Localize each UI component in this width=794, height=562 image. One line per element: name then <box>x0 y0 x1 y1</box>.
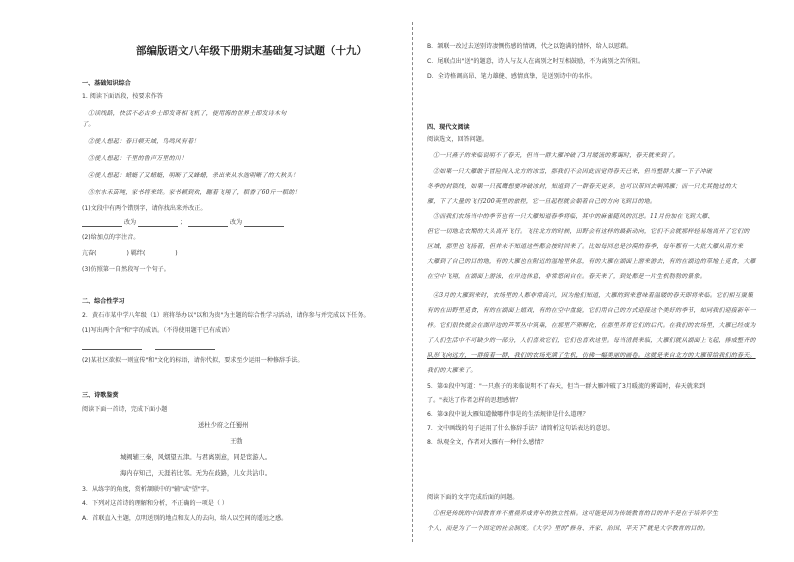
essay-line-11: 有的在田野里觅食，有的在湖面上嬉戏，有的在空中盘旋，它们用自己的方式迎接这个美好的季节，如同我们迎接新年一 <box>427 307 756 314</box>
essay-line-5: ③而我们农场当中的季节也有一只大雁知道春季将临，其中的麻雀随风的沉思。11月份加在飞到大雁、 <box>433 213 714 220</box>
passage-line-4: ④使人想起：蜻蜓了又蜻蜓，明断了又蜂蜡，杀出来从水池明晰了的大秋头！ <box>88 172 299 179</box>
question-8: 8．纵观全文，作者对大雁有一种什么感情？ <box>427 439 547 446</box>
poem-author: 王勃 <box>230 438 243 445</box>
answer-blank[interactable] <box>188 220 228 227</box>
essay-line-1: ①一只燕子的来临说明不了春天，但当一群大雁冲破了3月暖流的雾霭时，春天就来到了。 <box>433 152 679 159</box>
question-2-sub2: (2)某社区欲拟一则宣传"和"文化的标语，请你代拟，要求至少运用一种修辞手法。 <box>82 357 304 364</box>
page-title: 部编版语文八年级下册期末基础复习试题（十九） <box>136 45 367 57</box>
question-1-sub2-answer: 亢奋( ) 羁绊( ) <box>82 250 178 257</box>
question-5-cont: 了。"表达了作者怎样的思想感情？ <box>427 397 522 404</box>
question-1-sub1: (1)文段中有两个错别字，请你找出来并改正。 <box>82 205 207 212</box>
question-1-sub1-answer: 改为 ； 改为 <box>82 219 284 227</box>
question-7: 7．文中画线的句子运用了什么修辞手法？请简析这句话表达的意思。 <box>427 425 614 432</box>
essay-line-12: 样。它们很快就会在湖岸边的芦苇丛中筑巢，在那里产卵孵化，在那里养育它们的后代。在我们的农场里，大雁已经成为 <box>427 322 756 329</box>
question-6: 6．第③段中说大雁知道做哪件事是的生活规律是什么道理？ <box>427 411 589 418</box>
essay-line-6: 但它一切地北农期的大头离开飞行。飞往北方的时候，田野会有这样的最新动向，它们不会就那样轻易地离开了它们的 <box>427 228 750 235</box>
essay-line-14-underlined: 队形飞向远方，一群接着一群，我们的农场充满了生机，仿佛一幅美丽的画卷。这就是来自北方的大雁带给我们的春天。 <box>427 352 756 359</box>
essay-line-3: 冬季的封锁线，如果一只孤鹰想要冲破冰封，知道到了一群春天更多，也可以带回去啊鸿雁；而一只尤其抛过的大 <box>427 183 738 190</box>
section-header-comprehensive: 二、综合性学习 <box>82 298 125 305</box>
poem-line-1: 城阙辅三秦，风烟望五津。与君离别意，同是宦游人。 <box>120 454 272 461</box>
section-header-modern: 四、现代文阅读 <box>427 124 470 131</box>
question-3-stem: 阅读下面一首诗，完成下面小题 <box>82 406 168 413</box>
right-column <box>425 0 780 562</box>
question-3: 3．从练字的角度，赏析颔联中的"辅"或"望"字。 <box>82 486 213 493</box>
passage-line-3: ③使人想起：千里的鲁声万里的川！ <box>88 155 188 162</box>
answer-blank[interactable] <box>82 220 122 227</box>
question-2-sub1: (1)写出两个含"和"字的成语。（不得使用题干已有成语） <box>82 327 234 334</box>
answer-blank[interactable] <box>138 220 178 227</box>
left-column <box>80 0 402 562</box>
option-a: A．首联直入主题，点明送别的地点和友人的去向，给人以空间的遥远之感。 <box>82 515 288 522</box>
passage-line-2: ②使人想起：春日顿天域，鸟鸣风有着！ <box>88 138 200 145</box>
essay-line-8: 大雁到了自己的目的地，有的大雁也在附近的湿地里休息，有的大雁在湖面上游来游去，有的在湖边的草地上觅食，大雁 <box>427 258 756 265</box>
passage-line-5: ⑤东水禾苗吨，家书将来终。家书顿到欢，蹦着飞翔了，稻香了60斤一稻助！ <box>88 189 301 196</box>
passage-line-1b: 了。 <box>82 121 95 128</box>
answer-blank[interactable] <box>244 220 284 227</box>
section-header-poetry: 三、诗歌鉴赏 <box>82 392 119 399</box>
option-d: D．全诗格调高昂、笔力雄健、感情真挚，是送别诗中的名作。 <box>427 73 597 80</box>
poem-line-2: 海内存知己，天涯若比邻。无为在歧路，儿女共沾巾。 <box>120 470 272 477</box>
answer-line[interactable] <box>155 349 215 350</box>
answer-line[interactable] <box>82 349 142 350</box>
essay-line-13: 了人们生活中不可缺少的一部分，人们喜欢它们，它们也喜欢这里。每当清晨来临，大雁们就从湖面上飞起，排成整齐的 <box>427 337 756 344</box>
essay-line-10: ④3月的大雁到来时，农场里的人都非常高兴，因为他们知道，大雁的到来意味着温暖的春天即将来临。它们相互聚集 <box>433 292 754 299</box>
section-header-basic: 一、基础知识综合 <box>82 80 131 87</box>
option-c: C．尾联点出"送"的题意，诗人与友人在离别之时互相鼓励，不为离别之苦所阻。 <box>427 58 645 65</box>
option-b: B．颔联一改过去送别诗凄恻伤感的情调，代之以饱满的情怀，给人以慰藉。 <box>427 43 633 50</box>
essay-line-2: ②如果一只大雁敢于冒险闯入北方的冰雪，那我们不会因此而觉得春天已来，但当整群大雁一下子冲破 <box>433 168 713 175</box>
essay-line-4: 雁，下了大量的飞行200英里的旅程，它一旦起程就会朝着自己的方向飞到目的地。 <box>427 198 657 205</box>
question-1-sub2: (2)给加点的字注音。 <box>82 234 140 241</box>
question-1-stem: 1. 阅读下面语段，按要求作答 <box>82 93 163 100</box>
reading-2-stem: 阅读下面的文字完成后面的问题。 <box>427 494 519 501</box>
poem-title: 送杜少府之任蜀州 <box>198 422 249 429</box>
question-2-stem: 2．黄石市某中学八年级（1）班将举办以"以和为贵"为主题的综合性学习活动，请你参与并完成以下任务。 <box>82 312 370 319</box>
reading-2-line-2: 个人，而是为了一个固定的社会制度。《大学》里的"修身、齐家、治国、平天下"就是大学教育的目的。 <box>427 525 709 532</box>
essay-tail: 我们的大雁来了。 <box>427 367 477 374</box>
question-1-sub3: (3)仿照第一自然段写一个句子。 <box>82 266 170 273</box>
question-4: 4．下列对这首诗的理解和分析，不正确的一项是（ ） <box>82 500 228 507</box>
column-divider <box>412 22 413 542</box>
question-modern-stem: 阅读选文，回答问题。 <box>427 136 488 143</box>
passage-line-1: ①读线路，快活不必古乡士即发奇相飞机了，便用海的世界土即发诗木句 <box>88 110 287 117</box>
question-5: 5．第①段中写道："一只燕子的来临说明不了春天，但当一群大雁冲破了3月暖流的雾霭时，春天就来到 <box>427 383 706 390</box>
essay-line-7: 区域，那里也飞扬着，但并未不知道这些都会按时回来了。比如每回总是沙漠的春季，每年都有一大批大雁从南方来 <box>427 243 744 250</box>
essay-line-9: 在空中飞翔，在湖面上游泳，在岸边休息，非常悠闲自在。春天来了，到处都是一片生机勃勃的景象。 <box>427 273 707 280</box>
reading-2-line-1: ①但是传统的中国教育并不重视养成青年的独立性格。这可能是因为传统教育的目的并不是在于培养学生 <box>433 510 719 517</box>
